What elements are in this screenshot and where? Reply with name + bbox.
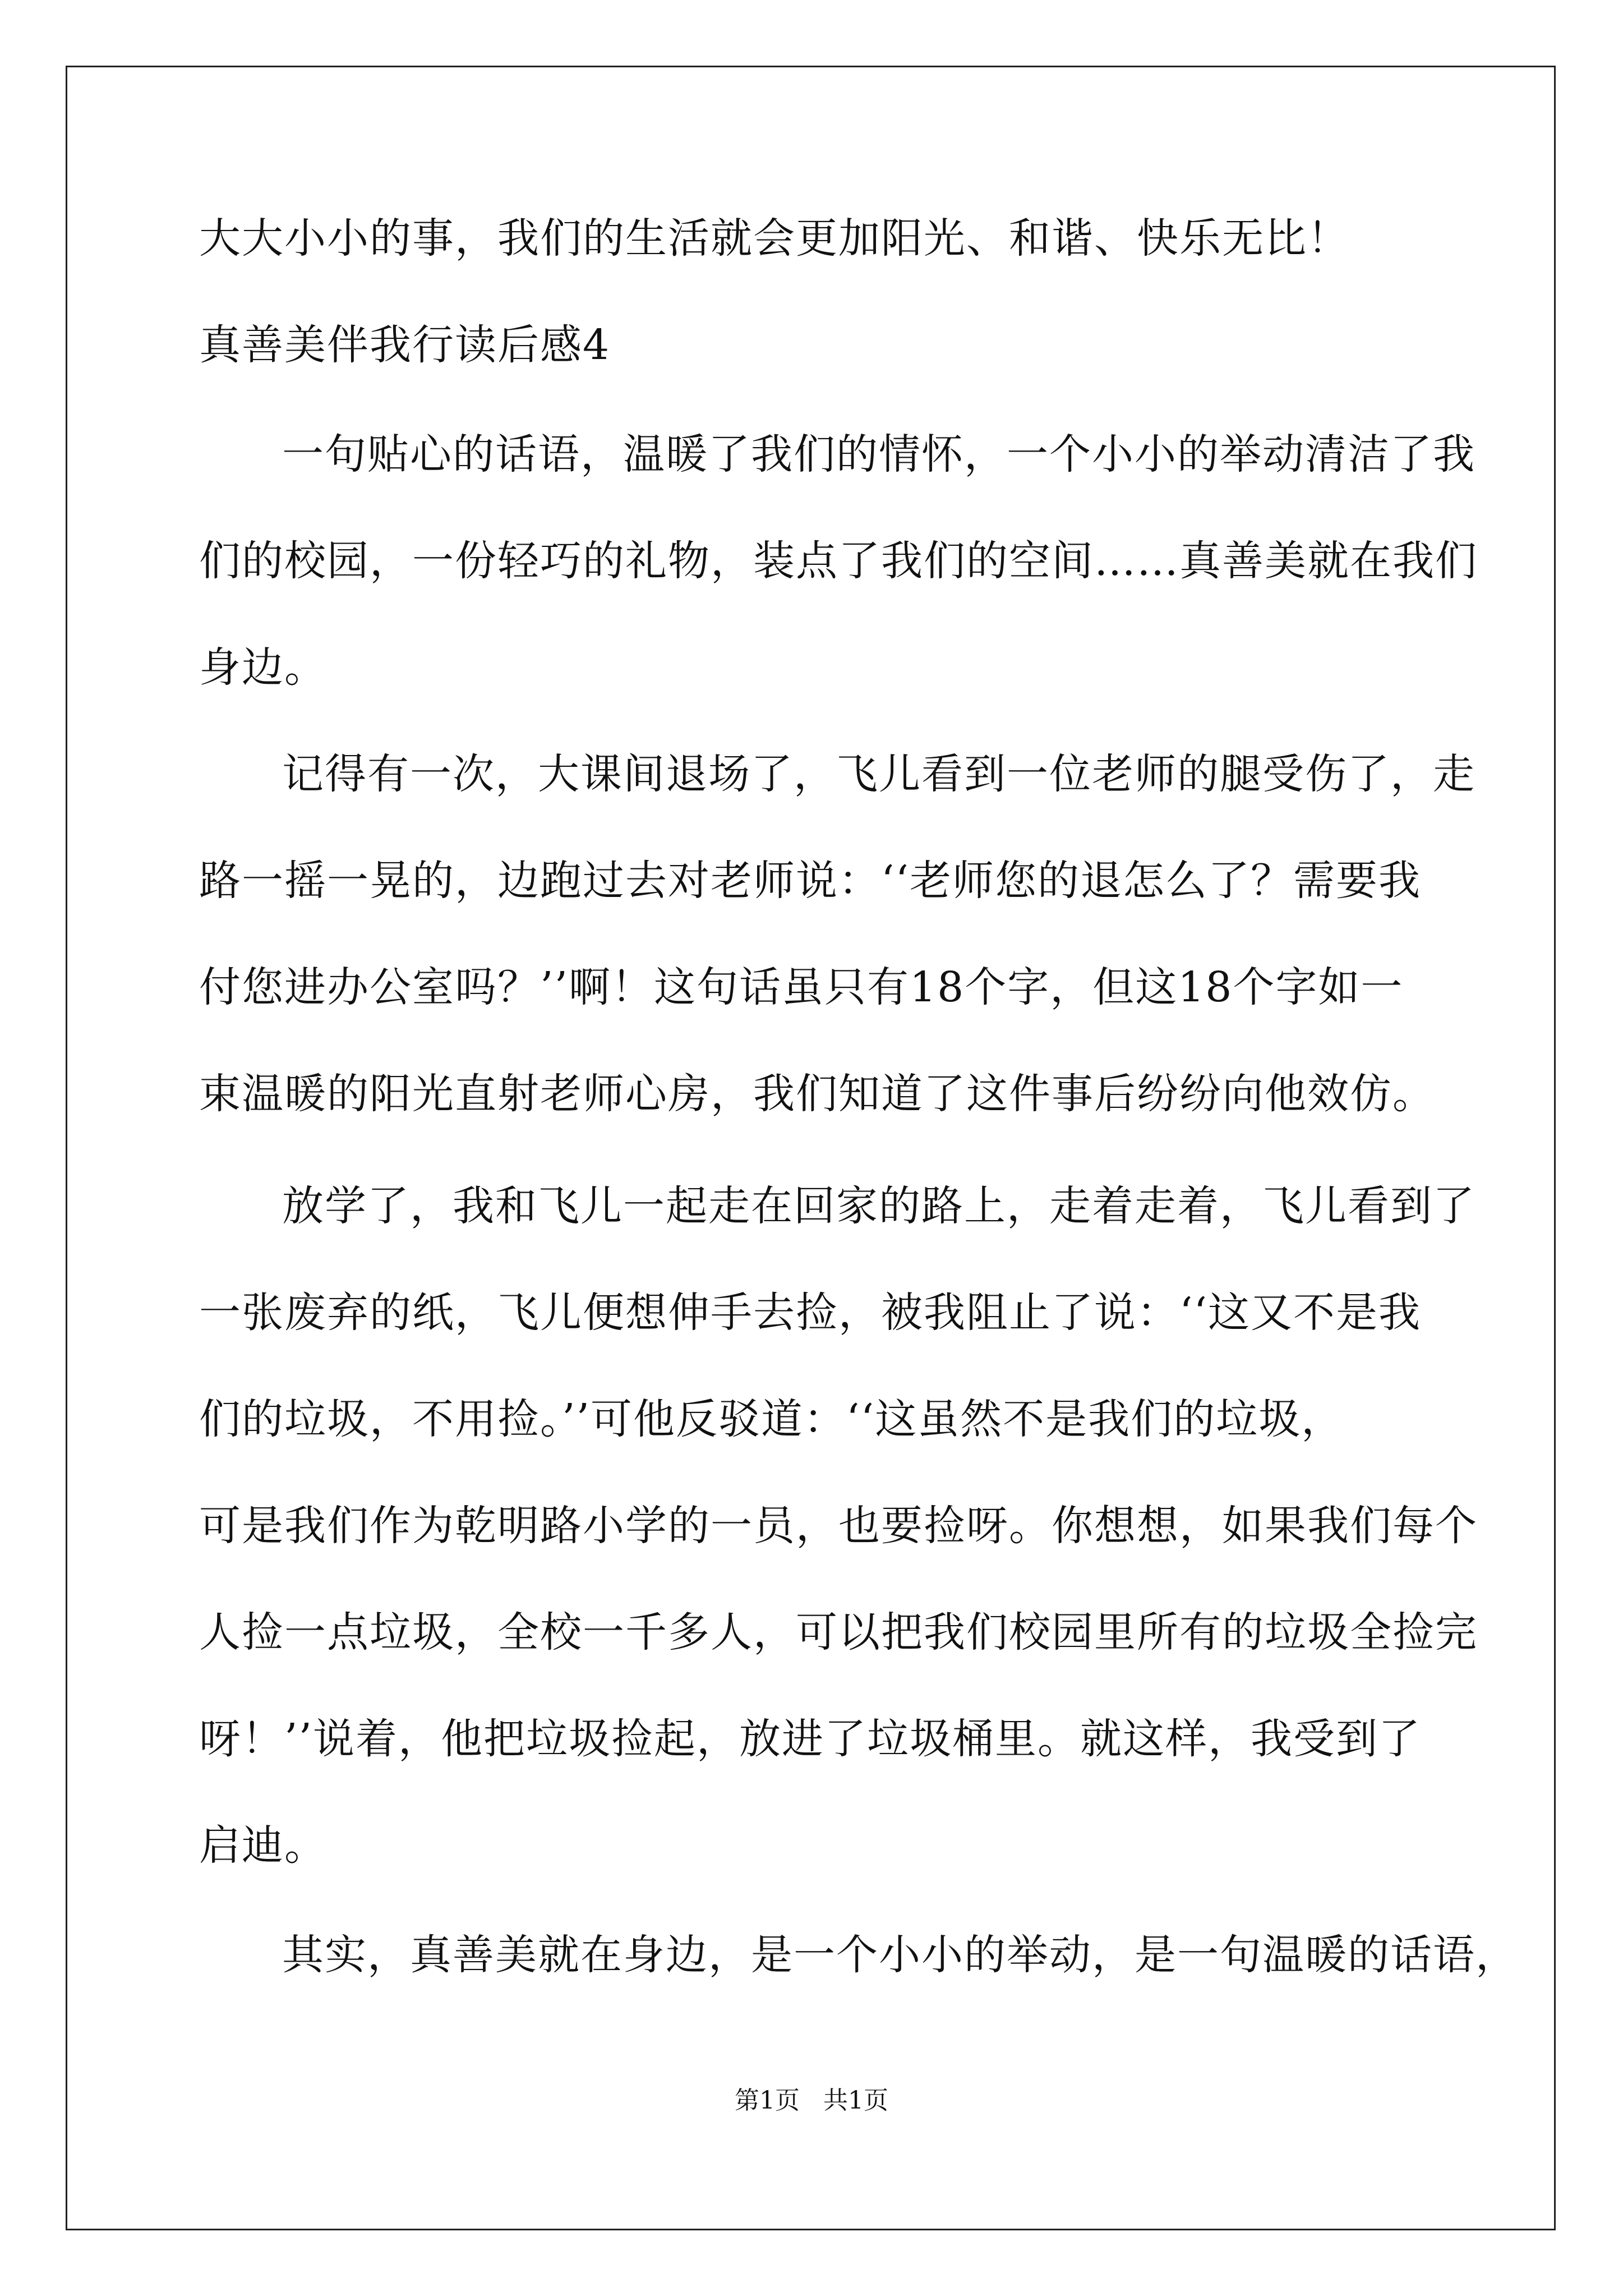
paragraph-3-line-6: 呀！’’说着，他把垃圾捡起，放进了垃圾桶里。就这样，我受到了	[199, 1715, 1422, 1763]
page-footer	[0, 2084, 1623, 2118]
paragraph-2-line-3: 付您进办公室吗？’’啊！这句话虽只有18个字，但这18个字如一	[199, 963, 1404, 1011]
paragraph-3-line-4: 可是我们作为乾明路小学的一员，也要捡呀。你想想，如果我们每个	[199, 1502, 1478, 1550]
paragraph-1-line-2: 们的校园，一份轻巧的礼物，装点了我们的空间……真善美就在我们	[199, 537, 1478, 585]
paragraph-4-line-1: 其实，真善美就在身边，是一个小小的举动，是一句温暖的话语，	[282, 1931, 1518, 1979]
paragraph-3-line-1: 放学了，我和飞儿一起走在回家的路上，走着走着，飞儿看到了	[282, 1182, 1476, 1230]
paragraph-1-line-3: 身边。	[199, 643, 327, 692]
paragraph-2-line-1: 记得有一次，大课间退场了，飞儿看到一位老师的腿受伤了，走	[282, 750, 1476, 798]
paragraph-2-line-4: 束温暖的阳光直射老师心房，我们知道了这件事后纷纷向他效仿。	[199, 1070, 1435, 1118]
paragraph-1-line-1: 一句贴心的话语，温暖了我们的情怀，一个小小的举动清洁了我	[282, 430, 1476, 478]
paragraph-3-line-2: 一张废弃的纸，飞儿便想伸手去捡，被我阻止了说：‘‘这又不是我	[199, 1289, 1422, 1337]
paragraph-2-line-2: 路一摇一晃的，边跑过去对老师说：‘‘老师您的退怎么了？需要我	[199, 857, 1422, 905]
section-heading: 真善美伴我行读后感4	[199, 321, 611, 369]
page-frame	[66, 66, 1556, 2230]
paragraph-3-line-7: 启迪。	[199, 1821, 327, 1870]
page-total: 共1页	[823, 2086, 888, 2115]
paragraph-3-line-3: 们的垃圾，不用捡。’’可他反驳道：‘‘这虽然不是我们的垃圾，	[199, 1395, 1344, 1443]
text-line-continuation: 大大小小的事，我们的生活就会更加阳光、和谐、快乐无比！	[199, 214, 1350, 263]
page-number: 第1页	[735, 2086, 800, 2115]
paragraph-3-line-5: 人捡一点垃圾，全校一千多人，可以把我们校园里所有的垃圾全捡完	[199, 1608, 1478, 1657]
